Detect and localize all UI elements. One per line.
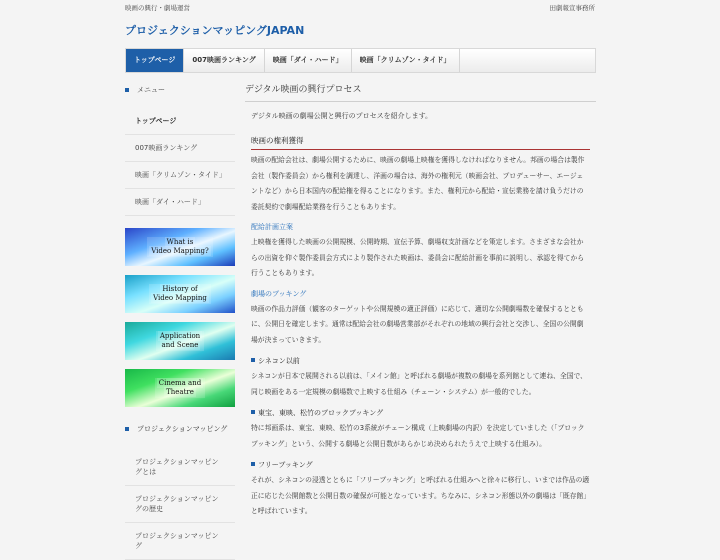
- sidebar-menu-heading: メニュー: [125, 82, 235, 98]
- section-text-rights: 映画の配給会社は、劇場公開するために、映画の劇場上映権を獲得しなければなりません。邦画の場合は製作会社（製作委員会）から権利を調達し、洋画の場合は、海外の権利元（映画会社、プロデューサー、エージェントなど）から日本国内の配給権を得ることになります。また、権利元から配給・宣伝業務を請け負うだけの委託契約で劇場配給業務を行うこともあります。: [251, 156, 585, 211]
- banner-line: Application: [159, 332, 201, 340]
- banner-line: Video Mapping: [153, 294, 207, 302]
- banner-line: and Scene: [161, 341, 199, 349]
- site-tagline: 映画の興行・劇場運営: [125, 4, 190, 12]
- site-title[interactable]: プロジェクションマッピングJAPAN: [125, 24, 305, 37]
- banner-application-and-scene[interactable]: [125, 322, 235, 360]
- banner-what-is-video-mapping[interactable]: [125, 228, 235, 266]
- nav-tab-crimson-tide[interactable]: 映画「クリムゾン・タイド」: [352, 49, 460, 72]
- global-nav: [125, 48, 596, 73]
- top-bar: [0, 0, 720, 14]
- sidebar: [125, 82, 235, 560]
- subheading-free-booking: フリーブッキング: [251, 460, 590, 470]
- subheading-theater-booking: 劇場のブッキング: [251, 289, 307, 298]
- subheading-before-cinecon: シネコン以前: [251, 356, 590, 366]
- sidebar-item-top[interactable]: トップページ: [125, 108, 235, 135]
- text-before-cinecon: シネコンが日本で展開される以前は、「メイン館」と呼ばれる劇場が複数の劇場を系列館として連ね、全国で、同じ映画をある一定規模の劇場数で上映する仕組み（チェーン・システム）が一般的でした。: [251, 372, 587, 396]
- main-content: [245, 82, 596, 520]
- text-distribution-plan: 上映権を獲得した映画の公開規模、公開時期、宣伝予算、劇場収支計画などを策定します。さまざまな会社からの出資を仰ぐ製作委員会方式により製作された映画は、委員会に配給計画を事前に説明し、承認を得てから行うこともあります。: [251, 238, 585, 277]
- banner-cinema-and-theatre[interactable]: [125, 369, 235, 407]
- banner-line: Video Mapping?: [151, 247, 209, 255]
- banner-history-of-video-mapping[interactable]: [125, 275, 235, 313]
- text-block-booking: 特に邦画系は、東宝、東映、松竹の3系統がチェーン構成（上映劇場の内訳）を決定していました（「ブロックブッキング」という、公開する劇場と公開日数があらかじめ決められたうえで上映する仕組み）。: [251, 424, 585, 448]
- sidebar-item-007-ranking[interactable]: 007映画ランキング: [125, 135, 235, 162]
- banner-line: What is: [166, 238, 194, 246]
- text-free-booking: それが、シネコンの浸透とともに「フリーブッキング」と呼ばれる仕組みへと徐々に移行し、いまでは作品の適正に応じた公開館数と公開日数の確保が可能となっています。ちなみに、シネコン形態以外の劇場は「既存館」と呼ばれています。: [251, 476, 590, 515]
- subheading-block-booking: 東宝、東映、松竹のブロックブッキング: [251, 408, 590, 418]
- sidebar-menu-list: [125, 108, 235, 216]
- sidebar-item-die-hard[interactable]: 映画「ダイ・ハード」: [125, 189, 235, 216]
- subheading-distribution-plan: 配給計画立案: [251, 223, 293, 231]
- sidebar-item-crimson-tide[interactable]: 映画「クリムゾン・タイド」: [125, 162, 235, 189]
- banner-line: History of: [162, 285, 198, 293]
- nav-tab-die-hard[interactable]: 映画「ダイ・ハード」: [265, 49, 352, 72]
- site-owner: 田劇報宣事務所: [549, 4, 595, 12]
- nav-tab-top[interactable]: トップページ: [126, 49, 184, 72]
- banner-line: Theatre: [166, 388, 194, 396]
- page-title: デジタル映画の興行プロセス: [245, 82, 596, 102]
- sidebar-item-pm-about[interactable]: プロジェクションマッピングとは: [125, 449, 235, 486]
- nav-tab-007-ranking[interactable]: 007映画ランキング: [184, 49, 264, 72]
- banner-line: Cinema and: [158, 379, 202, 387]
- sidebar-item-pm-history[interactable]: プロジェクションマッピングの歴史: [125, 486, 235, 523]
- sidebar-pm-heading: プロジェクションマッピング: [125, 421, 235, 437]
- sidebar-item-pm-more[interactable]: プロジェクションマッピング: [125, 523, 235, 560]
- sidebar-pm-list: [125, 449, 235, 560]
- intro-text: デジタル映画の劇場公開と興行のプロセスを紹介します。: [251, 112, 433, 120]
- section-heading-rights: 映画の権利獲得: [251, 135, 590, 150]
- text-theater-booking: 映画の作品力評価（観客のターゲットや公開規模の適正評価）に応じて、適切な公開劇場数を確保するとともに、公開日を確定します。通常は配給会社の劇場営業部がそれぞれの地域の興行会社と交渉し、全国の公開劇場が決まっていきます。: [251, 304, 584, 344]
